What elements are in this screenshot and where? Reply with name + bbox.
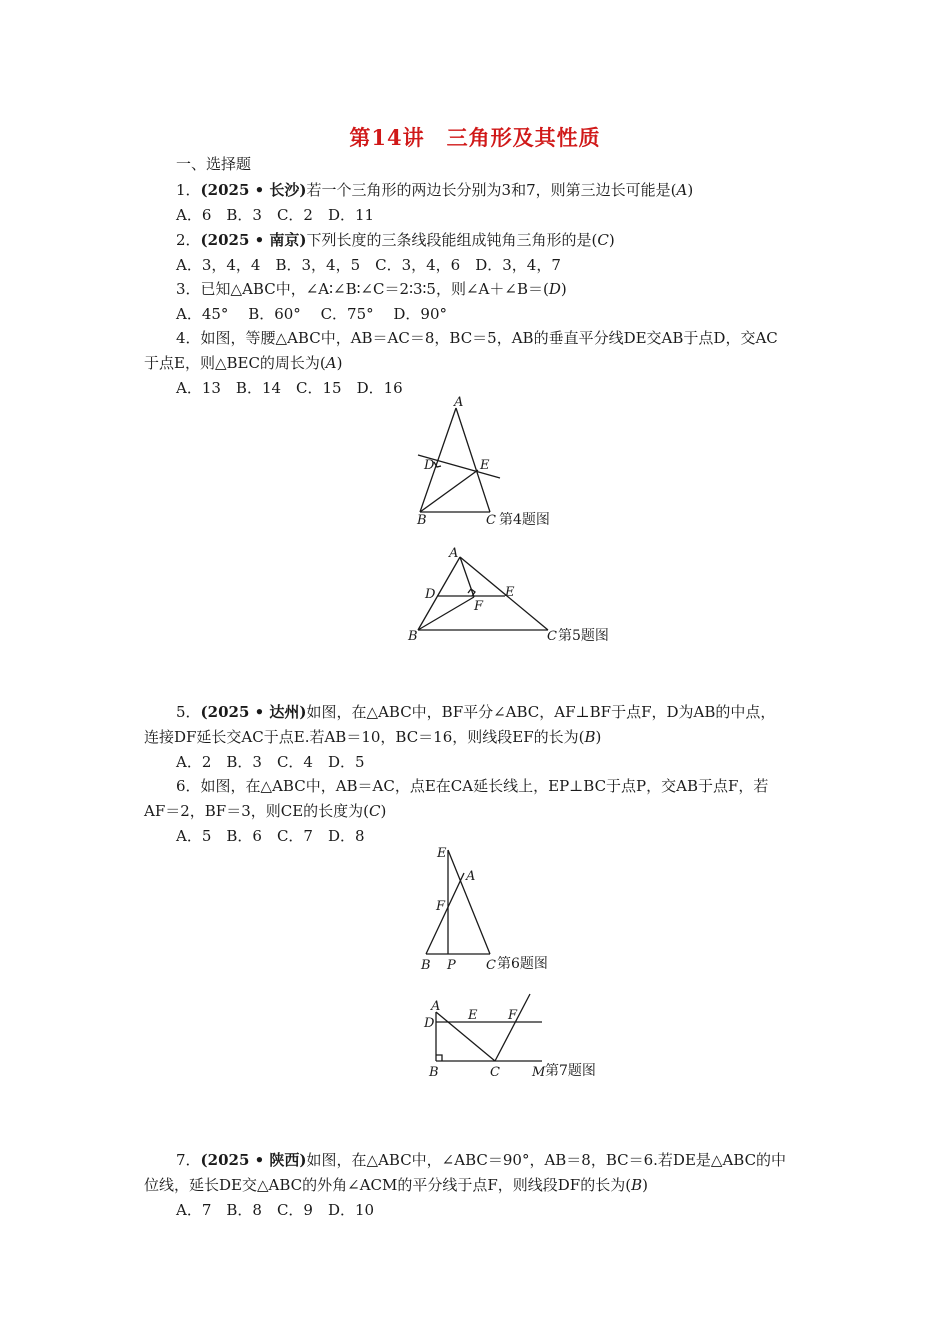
- label-b: B: [417, 513, 427, 528]
- question-paren: ): [608, 231, 615, 249]
- label-d: D: [424, 458, 435, 473]
- question-paren: ): [687, 181, 694, 199]
- label-c: C: [486, 513, 496, 528]
- question-source: (2025 • 达州): [200, 703, 307, 721]
- label-a: A: [454, 395, 464, 410]
- question-paren: ): [642, 1176, 648, 1194]
- question-text: 位线，延长DE交△ABC的外角∠ACM的平分线于点F，则线段DF的长为(: [144, 1176, 632, 1194]
- question-paren: ): [595, 728, 602, 746]
- label-b: B: [429, 1065, 439, 1080]
- answer: A: [325, 354, 337, 372]
- question-number: 1．: [176, 181, 201, 199]
- label-d: D: [424, 1016, 435, 1031]
- options-3: A．45° B．60° C．75° D．90°: [176, 305, 448, 323]
- figure-7-caption: 第7题图: [545, 1063, 596, 1079]
- label-a: A: [449, 546, 459, 561]
- label-b: B: [421, 958, 431, 973]
- label-e: E: [437, 846, 447, 861]
- label-e: E: [505, 585, 515, 600]
- options-5: A．2 B．3 C．4 D．5: [176, 753, 365, 771]
- question-source: (2025 • 陕西): [200, 1151, 307, 1169]
- segment-ac: [436, 1012, 495, 1061]
- label-c: C: [490, 1065, 500, 1080]
- question-number: 7．: [176, 1151, 201, 1169]
- options-1: A．6 B．3 C．2 D．11: [176, 206, 375, 224]
- question-text: 连接DF延长交AC于点E.若AB＝10，BC＝16，则线段EF的长为(: [144, 728, 585, 746]
- label-c: C: [547, 629, 557, 644]
- label-c: C: [486, 958, 496, 973]
- figure-6-caption: 第6题图: [497, 956, 548, 972]
- question-text: 若一个三角形的两边长分别为3和7，则第三边长可能是(: [306, 181, 677, 199]
- answer: A: [676, 181, 688, 199]
- options-4: A．13 B．14 C．15 D．16: [176, 379, 403, 397]
- figure-5: [418, 557, 548, 630]
- label-a: A: [431, 999, 441, 1014]
- label-f: F: [474, 599, 484, 614]
- figure-4-caption: 第4题图: [499, 512, 550, 528]
- question-number: 4．: [176, 329, 201, 347]
- question-text: 如图，在△ABC中，∠ABC＝90°，AB＝8，BC＝6.若DE是△ABC的中: [306, 1151, 787, 1169]
- question-number: 6．: [176, 777, 201, 795]
- segment-be: [420, 470, 478, 512]
- options-2: A．3，4，4 B．3，4，5 C．3，4，6 D．3，4，7: [176, 256, 561, 274]
- figure-5-caption: 第5题图: [558, 628, 609, 644]
- answer: B: [584, 728, 596, 746]
- question-text: 于点E，则△BEC的周长为(: [144, 354, 326, 372]
- right-angle-mark: [436, 1055, 442, 1061]
- label-e: E: [480, 458, 490, 473]
- label-d: D: [425, 587, 436, 602]
- label-e: E: [468, 1008, 478, 1023]
- figure-7: [436, 994, 542, 1061]
- question-paren: ): [560, 280, 567, 298]
- question-source: (2025 • 南京): [200, 231, 307, 249]
- question-source: (2025 • 长沙): [200, 181, 307, 199]
- question-text: 已知△ABC中，∠A∶∠B∶∠C＝2∶3∶5，则∠A＋∠B＝(: [200, 280, 549, 298]
- options-6: A．5 B．6 C．7 D．8: [176, 827, 365, 845]
- label-f: F: [436, 899, 446, 914]
- page-title: 第14讲 三角形及其性质: [349, 125, 601, 150]
- answer: B: [631, 1176, 643, 1194]
- question-text: 如图，等腰△ABC中，AB＝AC＝8，BC＝5，AB的垂直平分线DE交AB于点D，交AC: [200, 329, 778, 347]
- question-paren: ): [336, 354, 343, 372]
- question-number: 2．: [176, 231, 201, 249]
- answer: D: [548, 280, 561, 298]
- section-heading: 一、选择题: [176, 155, 252, 173]
- label-b: B: [408, 629, 418, 644]
- question-text: 下列长度的三条线段能组成钝角三角形的是(: [306, 231, 598, 249]
- question-text: 如图，在△ABC中，BF平分∠ABC，AF⊥BF于点F，D为AB的中点，: [306, 703, 776, 721]
- answer: C: [597, 231, 609, 249]
- answer: C: [369, 802, 381, 820]
- question-text: AF＝2，BF＝3，则CE的长度为(: [144, 802, 370, 820]
- question-number: 5．: [176, 703, 201, 721]
- options-7: A．7 B．8 C．9 D．10: [176, 1201, 375, 1219]
- question-text: 如图，在△ABC中，AB＝AC，点E在CA延长线上，EP⊥BC于点P，交AB于点F，若: [200, 777, 769, 795]
- bisector-cf: [495, 994, 530, 1061]
- segment-ec: [448, 850, 490, 954]
- label-f: F: [508, 1008, 518, 1023]
- label-a: A: [466, 869, 476, 884]
- label-m: M: [532, 1065, 546, 1080]
- question-number: 3．: [176, 280, 201, 298]
- question-paren: ): [380, 802, 387, 820]
- label-p: P: [447, 958, 456, 973]
